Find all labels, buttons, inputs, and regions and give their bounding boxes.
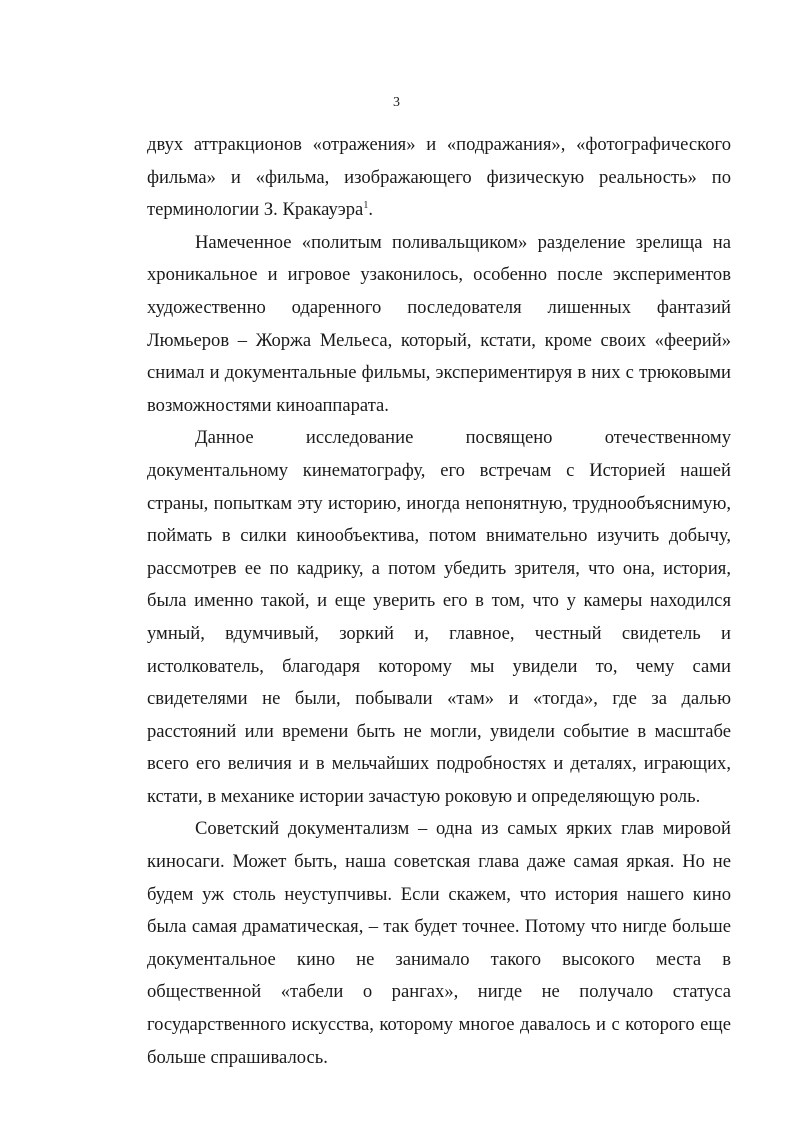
paragraph-soviet-documentary: Советский документализм – одна из самых ярких глав мировой киносаги. Может быть, наша советская глава даже самая яркая. Но не будем уж столь неуступчивы. Если скажем, что история нашего кино была самая драматическая, – так будет точнее. Потому что нигде больше документальное кино не занимало такого высокого места в общественной «табели о рангах», нигде не получало статуса государственного искусства, которому многое давалось и с которого еще больше спрашивалось. [147,818,731,1068]
paragraph-melies: Намеченное «политым поливальщиком» разделение зрелища на хроникальное и игровое узаконилось, особенно после экспериментов художественно одаренного последователя лишенных фантазий Люмьеров – Жоржа Мельеса, который, кстати, кроме своих «феерий» снимал и документальные фильмы, экспериментируя в них с трюковыми возможностями киноаппарата. [147,231,731,416]
paragraph-1-end: . [368,199,373,221]
body-text [147,129,731,1074]
paragraph-research-subject: Данное исследование посвящено отечественному документальному кинематографу, его встречам с Историей нашей страны, попыткам эту историю, иногда непонятную, труднообъяснимую, поймать в силки кинообъектива, потом внимательно изучить добычу, рассмотрев ее по кадрику, а потом убедить зрителя, что она, история, была именно такой, и еще уверить его в том, что у камеры находился умный, вдумчивый, зоркий и, главное, честный свидетель и истолкователь, благодаря которому мы увидели то, чему сами свидетелями не были, побывали «там» и «тогда», где за далью расстояний или времени быть не могли, увидели событие в масштабе всего его величия и в мельчайших подробностях и деталях, играющих, кстати, в механике истории зачастую роковую и определяющую роль. [147,427,731,807]
footnote-reference: 1 [363,200,369,212]
page-number: 3 [393,95,400,110]
paragraph-1-text: двух аттракционов «отражения» и «подражания», «фотографического фильма» и «фильма, изображающего физическую реальность» по терминологии З. Кракауэра [147,134,731,221]
paragraph-continuation [147,129,731,227]
